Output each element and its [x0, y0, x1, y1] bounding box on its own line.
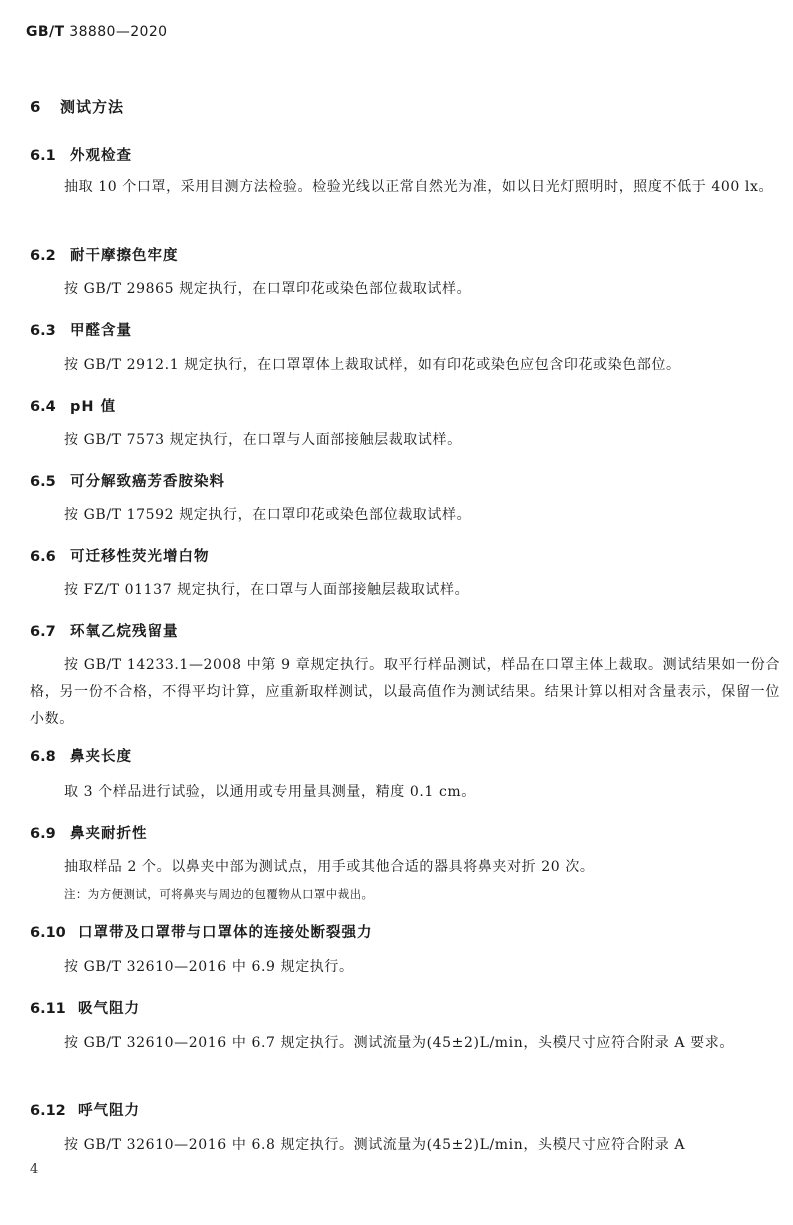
subsection-number: 6.3 [30, 323, 56, 339]
subsection-heading-6-4 [30, 395, 116, 416]
subsection-heading-6-6 [30, 545, 210, 566]
subsection-number: 6.10 [30, 925, 66, 941]
subsection-heading-6-10 [30, 921, 373, 942]
subsection-number: 6.2 [30, 248, 56, 264]
subsection-title: 鼻夹耐折性 [70, 826, 148, 842]
subsection-number: 6.11 [30, 1001, 66, 1017]
section-number: 6 [30, 98, 42, 116]
subsection-text-6-7: 按 GB/T 14233.1—2008 中第 9 章规定执行。取平行样品测试，样品在口罩主体上裁取。测试结果如一份合格，另一份不合格，不得平均计算，应重新取样测试，以最高值作为测试结果。结果计算以相对含量表示，保留一位小数。 [30, 657, 780, 727]
subsection-heading-6-11 [30, 997, 140, 1018]
section-title: 测试方法 [60, 98, 125, 116]
subsection-text-6-5: 按 GB/T 17592 规定执行，在口罩印花或染色部位裁取试样。 [64, 507, 472, 523]
subsection-title: 外观检查 [70, 148, 132, 164]
subsection-number: 6.12 [30, 1103, 66, 1119]
subsection-heading-6-9 [30, 822, 148, 843]
subsection-title: 口罩带及口罩带与口罩体的连接处断裂强力 [78, 925, 373, 941]
subsection-text-6-12: 按 GB/T 32610—2016 中 6.8 规定执行。测试流量为(45±2)L/min，头模尺寸应符合附录 A [64, 1137, 686, 1153]
page-number: 4 [30, 1162, 39, 1177]
subsection-number: 6.6 [30, 549, 56, 565]
subsection-heading-6-1 [30, 144, 132, 165]
subsection-text-6-6: 按 FZ/T 01137 规定执行，在口罩与人面部接触层裁取试样。 [64, 582, 470, 598]
subsection-title: 耐干摩擦色牢度 [70, 248, 179, 264]
subsection-heading-6-7 [30, 620, 179, 641]
subsection-text-6-1: 抽取 10 个口罩，采用目测方法检验。检验光线以正常自然光为准，如以日光灯照明时，照度不低于 400 lx。 [64, 179, 774, 195]
subsection-number: 6.9 [30, 826, 56, 842]
subsection-number: 6.5 [30, 474, 56, 490]
subsection-text-6-11: 按 GB/T 32610—2016 中 6.7 规定执行。测试流量为(45±2)L/min，头模尺寸应符合附录 A 要求。 [64, 1035, 734, 1051]
subsection-title: 可迁移性荧光增白物 [70, 549, 210, 565]
note-6-9: 注：为方便测试，可将鼻夹与周边的包覆物从口罩中裁出。 [64, 887, 374, 901]
subsection-text-6-2: 按 GB/T 29865 规定执行，在口罩印花或染色部位裁取试样。 [64, 281, 472, 297]
subsection-title: 环氧乙烷残留量 [70, 624, 179, 640]
subsection-heading-6-5 [30, 470, 225, 491]
subsection-title: 可分解致癌芳香胺染料 [70, 474, 225, 490]
subsection-title: pH 值 [70, 399, 117, 415]
subsection-number: 6.4 [30, 399, 56, 415]
subsection-text-6-9: 抽取样品 2 个。以鼻夹中部为测试点，用手或其他合适的器具将鼻夹对折 20 次。 [64, 859, 595, 875]
subsection-text-6-4: 按 GB/T 7573 规定执行，在口罩与人面部接触层裁取试样。 [64, 432, 462, 448]
subsection-title: 甲醛含量 [70, 323, 132, 339]
standard-number: 38880—2020 [69, 24, 168, 40]
subsection-heading-6-2 [30, 244, 179, 265]
subsection-heading-6-3 [30, 319, 132, 340]
section-heading [30, 96, 124, 117]
subsection-heading-6-12 [30, 1099, 140, 1120]
subsection-heading-6-8 [30, 745, 132, 766]
subsection-text-6-10: 按 GB/T 32610—2016 中 6.9 规定执行。 [64, 959, 354, 975]
subsection-number: 6.1 [30, 148, 56, 164]
document-header [26, 24, 167, 40]
subsection-text-6-3: 按 GB/T 2912.1 规定执行，在口罩罩体上裁取试样，如有印花或染色应包含印花或染色部位。 [64, 357, 681, 373]
subsection-number: 6.7 [30, 624, 56, 640]
subsection-title: 呼气阻力 [78, 1103, 140, 1119]
subsection-title: 吸气阻力 [78, 1001, 140, 1017]
standard-prefix: GB/T [26, 24, 65, 40]
subsection-text-6-8: 取 3 个样品进行试验，以通用或专用量具测量，精度 0.1 cm。 [64, 784, 476, 800]
subsection-number: 6.8 [30, 749, 56, 765]
subsection-title: 鼻夹长度 [70, 749, 132, 765]
